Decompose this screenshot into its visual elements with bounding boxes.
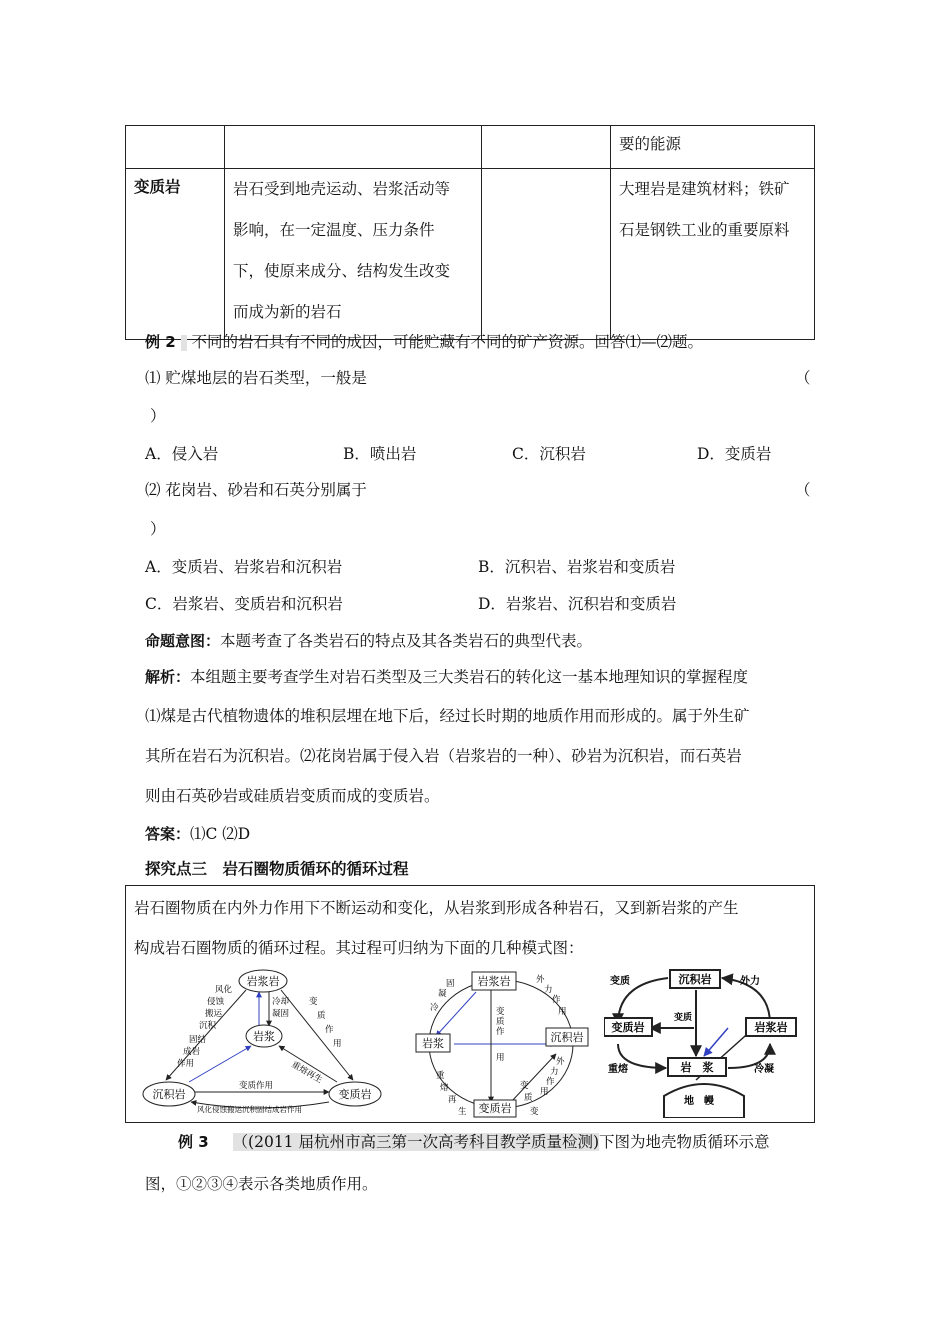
table-cell <box>225 126 482 169</box>
example-text: 下图为地壳物质循环示意 <box>599 1133 770 1151</box>
node-magma: 岩 浆 <box>680 1061 714 1074</box>
table-cell <box>611 126 815 169</box>
use-cell <box>611 169 815 340</box>
example-source: （(2011 届杭州市高三第一次高考科目教学质量检测) <box>232 1133 600 1151</box>
label-char: 变 <box>520 1081 529 1091</box>
label-cooling: 冷凝 <box>754 1064 774 1075</box>
label-char: 作 <box>325 1025 334 1035</box>
label-remelt: 重熔再生 <box>289 1059 324 1086</box>
label-char: 变 <box>309 997 318 1007</box>
table-row <box>126 126 815 169</box>
rock-table <box>125 125 815 340</box>
label-char: 用 <box>540 1087 549 1097</box>
box-line: 岩石圈物质在内外力作用下不断运动和变化，从岩浆到形成各种岩石，又到新岩浆的产生 <box>134 899 739 917</box>
label-char: 外 <box>556 1057 565 1067</box>
label-char: 生 <box>458 1107 467 1117</box>
node-magmatic: 岩浆岩 <box>246 975 280 988</box>
table-cell <box>482 126 611 169</box>
label-char: 变 <box>496 1007 505 1017</box>
label-metamorphism: 变质作用 <box>239 1081 274 1091</box>
node-magma: 岩浆 <box>422 1037 444 1050</box>
paren-open: （ <box>795 481 811 499</box>
table-row <box>126 169 815 340</box>
label-char: 沉积 <box>199 1021 217 1031</box>
label-char: 搬运 <box>205 1009 223 1019</box>
label-char: 作用 <box>177 1059 195 1069</box>
option-c: C．沉积岩 <box>512 445 586 463</box>
label-char: 质 <box>524 1093 533 1103</box>
answer-line <box>145 822 250 844</box>
label-char: 再 <box>448 1095 457 1105</box>
option-d: D．变质岩 <box>697 445 772 463</box>
node-magmatic: 岩浆岩 <box>754 1021 788 1034</box>
cell-line: 岩石受到地壳运动、岩浆活动等 <box>233 180 451 198</box>
node-metamorphic: 变质岩 <box>478 1102 512 1115</box>
label-char: 用 <box>333 1039 342 1049</box>
label-char: 固结 <box>189 1035 207 1045</box>
answer-label: 答案： <box>145 825 191 843</box>
intent-label: 命题意图： <box>145 632 221 650</box>
option-b: B．喷出岩 <box>343 445 417 463</box>
analysis-text: 本组题主要考查学生对岩石类型及三大类岩石的转化这一基本地理知识的掌握程度 <box>190 668 749 686</box>
intent-text: 本题考查了各类岩石的特点及其各类岩石的典型代表。 <box>220 632 593 650</box>
cell-line: 大理岩是建筑材料；铁矿 <box>619 180 790 198</box>
label-char: 冷却 <box>272 997 290 1007</box>
label-char: 凝 <box>438 989 447 999</box>
table-cell <box>126 126 225 169</box>
answer-text: ⑴C ⑵D <box>190 825 251 843</box>
analysis-line: 则由石英砂岩或硅质岩变质而成的变质岩。 <box>145 787 440 805</box>
cell-line: 下，使原来成分、结构发生改变 <box>233 262 451 280</box>
question-2: ⑵ 花岗岩、砂岩和石英分别属于 <box>145 481 367 499</box>
cell-line: 石是钢铁工业的重要原料 <box>619 221 790 239</box>
label-char: 熔 <box>440 1083 449 1093</box>
label-char: 风化 <box>215 985 233 995</box>
label-external: 外力 <box>740 976 760 987</box>
option-d: D．岩浆岩、沉积岩和变质岩 <box>478 595 677 613</box>
section-title: 探究点三 岩石圈物质循环的循环过程 <box>145 860 409 878</box>
shade-mark <box>181 335 187 351</box>
option-a: A．变质岩、岩浆岩和沉积岩 <box>145 558 343 576</box>
example-3-line-2: 图，①②③④表示各类地质作用。 <box>145 1175 378 1193</box>
label-char: 变 <box>530 1107 539 1117</box>
option-b: B．沉积岩、岩浆岩和变质岩 <box>478 558 676 576</box>
table-cell <box>482 169 611 340</box>
rock-type-cell: 变质岩 <box>126 169 225 340</box>
node-sedimentary: 沉积岩 <box>678 973 712 986</box>
label-metamorphism: 变质 <box>610 976 630 987</box>
cycle-diagram-triangle <box>141 968 391 1114</box>
example-3-line <box>178 1130 770 1152</box>
label-char: 侵蚀 <box>207 997 225 1007</box>
node-sedimentary: 沉积岩 <box>550 1031 584 1044</box>
cycle-diagram-circle <box>406 968 596 1118</box>
cell-line: 影响，在一定温度、压力条件 <box>233 221 435 239</box>
cycle-box <box>125 885 815 1123</box>
cycle-diagram-mantle <box>604 968 809 1118</box>
label-char: 力 <box>550 1067 559 1077</box>
intent-line <box>145 629 592 651</box>
label-char: 凝固 <box>272 1009 290 1019</box>
label-metamorphism-center: 变质 <box>674 1013 693 1023</box>
label-mantle: 地 幔 <box>684 1096 714 1107</box>
label-char: 重 <box>436 1071 445 1081</box>
label-char: 作 <box>546 1077 555 1087</box>
label-char: 固 <box>446 979 455 989</box>
analysis-line <box>145 665 748 687</box>
label-remelt: 重熔 <box>608 1064 628 1075</box>
node-metamorphic: 变质岩 <box>338 1088 372 1101</box>
label-char: 质 <box>496 1017 505 1027</box>
label-char: 力 <box>544 985 553 995</box>
label-char: 用 <box>558 1007 567 1017</box>
example-label: 例 3 <box>178 1133 209 1151</box>
paren-close: ） <box>150 407 166 425</box>
node-sedimentary: 沉积岩 <box>152 1088 186 1101</box>
analysis-line: 其所在岩石为沉积岩。⑵花岗岩属于侵入岩（岩浆岩的一种）、砂岩为沉积岩，而石英岩 <box>145 747 742 765</box>
option-a: A．侵入岩 <box>145 445 219 463</box>
question-1: ⑴ 贮煤地层的岩石类型，一般是 <box>145 369 367 387</box>
cell-text: 要的能源 <box>619 135 682 153</box>
node-metamorphic: 变质岩 <box>611 1021 645 1034</box>
analysis-label: 解析： <box>145 668 191 686</box>
label-char: 用 <box>496 1053 505 1063</box>
option-c: C．岩浆岩、变质岩和沉积岩 <box>145 595 343 613</box>
label-char: 质 <box>317 1011 326 1021</box>
cell-line: 而成为新的岩石 <box>233 303 342 321</box>
node-magmatic: 岩浆岩 <box>477 975 511 988</box>
label-char: 冷 <box>430 1003 439 1013</box>
formation-cell <box>225 169 482 340</box>
example-label: 例 2 <box>145 333 176 351</box>
label-weathering: 风化侵蚀搬运沉积固结成岩作用 <box>197 1105 302 1114</box>
analysis-line: ⑴煤是古代植物遗体的堆积层埋在地下后，经过长时期的地质作用而形成的。属于外生矿 <box>145 707 750 725</box>
paren-close: ） <box>150 520 166 538</box>
paren-open: （ <box>795 369 811 387</box>
label-char: 外 <box>536 975 545 985</box>
example-2-stem <box>145 330 703 352</box>
label-char: 作 <box>552 995 561 1005</box>
label-char: 成岩 <box>183 1047 201 1057</box>
label-char: 作 <box>496 1027 505 1037</box>
box-line: 构成岩石圈物质的循环过程。其过程可归纳为下面的几种模式图： <box>134 939 584 957</box>
node-magma: 岩浆 <box>253 1030 275 1043</box>
stem-text: 不同的岩石具有不同的成因，可能贮藏有不同的矿产资源。回答⑴—⑵题。 <box>191 333 704 351</box>
